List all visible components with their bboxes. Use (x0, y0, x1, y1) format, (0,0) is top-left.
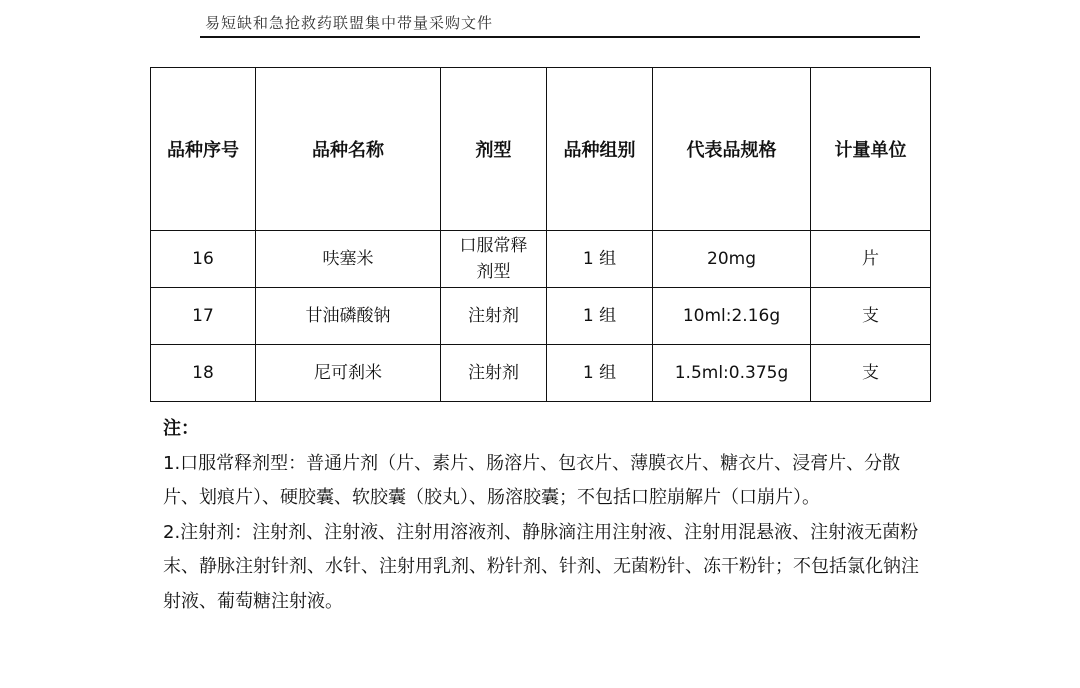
cell-serial: 16 (151, 231, 256, 288)
cell-dosage-form: 注射剂 (441, 288, 547, 345)
column-header-unit: 计量单位 (811, 68, 931, 231)
cell-group: 1 组 (547, 231, 653, 288)
note-oral-dosage-form: 1.口服常释剂型：普通片剂（片、素片、肠溶片、包衣片、薄膜衣片、糖衣片、浸膏片、分散片、划痕片）、硬胶囊、软胶囊（胶丸）、肠溶胶囊；不包括口腔崩解片（口崩片）。 (163, 452, 901, 508)
column-header-group: 品种组别 (547, 68, 653, 231)
cell-unit: 支 (811, 345, 931, 402)
cell-serial: 18 (151, 345, 256, 402)
cell-dosage-form (441, 231, 547, 288)
column-header-dosage-form: 剂型 (441, 68, 547, 231)
column-header-serial: 品种序号 (151, 68, 256, 231)
note-injection: 2.注射剂：注射剂、注射液、注射用溶液剂、静脉滴注用注射液、注射用混悬液、注射液无菌粉末、静脉注射针剂、水针、注射用乳剂、粉针剂、针剂、无菌粉针、冻干粉针；不包括氯化钠注射液、葡萄糖注射液。 (163, 521, 919, 612)
cell-dosage-form: 注射剂 (441, 345, 547, 402)
cell-group: 1 组 (547, 345, 653, 402)
table-header-row (151, 68, 931, 231)
cell-name: 尼可刹米 (256, 345, 441, 402)
cell-spec: 20mg (653, 231, 811, 288)
cell-serial: 17 (151, 288, 256, 345)
notes-section (163, 412, 933, 619)
cell-dosage-form-text: 口服常释剂型 (459, 236, 528, 282)
cell-name: 呋塞米 (256, 231, 441, 288)
cell-spec: 1.5ml:0.375g (653, 345, 811, 402)
header-divider (200, 36, 920, 38)
cell-unit: 片 (811, 231, 931, 288)
column-header-spec: 代表品规格 (653, 68, 811, 231)
table-row (151, 288, 931, 345)
table-row (151, 345, 931, 402)
cell-unit: 支 (811, 288, 931, 345)
table-row (151, 231, 931, 288)
document-header-title: 易短缺和急抢救药联盟集中带量采购文件 (205, 14, 494, 32)
notes-title: 注： (163, 418, 199, 439)
cell-name: 甘油磷酸钠 (256, 288, 441, 345)
cell-spec: 10ml:2.16g (653, 288, 811, 345)
cell-group: 1 组 (547, 288, 653, 345)
column-header-name: 品种名称 (256, 68, 441, 231)
drug-catalog-table (150, 67, 931, 402)
